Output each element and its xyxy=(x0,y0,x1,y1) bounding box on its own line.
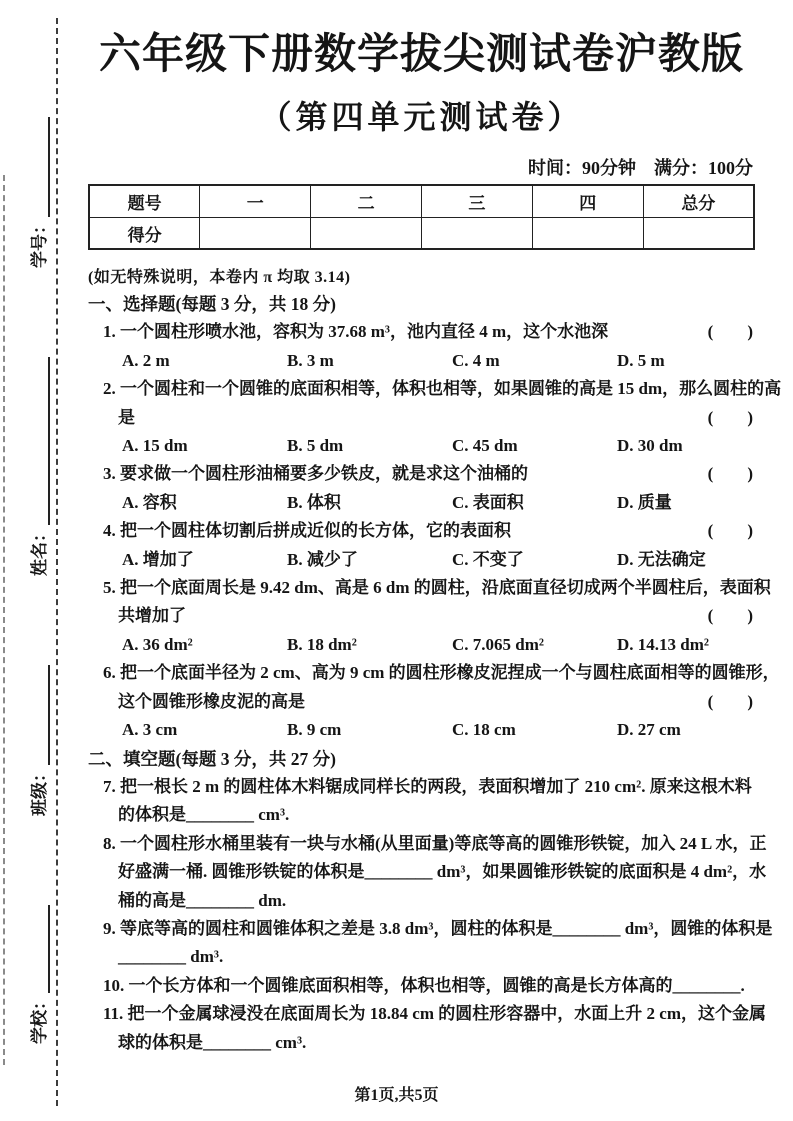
name-label: 姓名： xyxy=(30,525,49,576)
question-2-text: 2. 一个圆柱和一个圆锥的底面积相等，体积也相等，如果圆锥的高是 15 dm，那么圆柱的高 xyxy=(103,379,782,399)
option-a: A. 2 m xyxy=(122,350,170,370)
question-4-options xyxy=(122,546,755,574)
paper-edge-dashed-line xyxy=(3,175,5,1065)
question-8-text-cont: 桶的高是________ dm. xyxy=(118,890,287,910)
question-8 xyxy=(88,830,767,915)
school-field xyxy=(25,905,50,1044)
question-5-text: 5. 把一个底面周长是 9.42 dm、高是 6 dm 的圆柱，沿底面直径切成两个半圆柱后，表面积 xyxy=(103,578,771,598)
answer-bracket: ( ) xyxy=(707,606,753,626)
option-b: B. 3 m xyxy=(287,350,334,370)
section-1-title: 一、选择题(每题 3 分，共 18 分) xyxy=(88,294,336,314)
score-table-col-1: 一 xyxy=(200,185,311,218)
option-a: A. 15 dm xyxy=(122,436,188,456)
page-title: 六年级下册数学拔尖测试卷沪教版 xyxy=(98,32,744,78)
question-5 xyxy=(88,574,771,659)
option-c: C. 7.065 dm² xyxy=(452,634,544,654)
score-cell xyxy=(421,218,532,250)
option-d: D. 5 m xyxy=(617,350,665,370)
score-table-col-label: 题号 xyxy=(89,185,200,218)
score-table-score-row xyxy=(89,218,754,250)
score-table-col-3: 三 xyxy=(421,185,532,218)
question-10-text: 10. 一个长方体和一个圆锥底面积相等，体积也相等，圆锥的高是长方体高的________. xyxy=(103,975,745,995)
score-table-col-2: 二 xyxy=(311,185,422,218)
score-cell xyxy=(643,218,754,250)
option-b: B. 9 cm xyxy=(287,720,342,740)
answer-bracket: ( ) xyxy=(707,322,753,342)
student-id-field xyxy=(25,117,50,268)
page-subtitle: （第四单元测试卷） xyxy=(259,99,584,135)
question-11-text: 11. 把一个金属球浸没在底面周长为 18.84 cm 的圆柱形容器中，水面上升 2 cm，这个金属 xyxy=(103,1004,766,1024)
name-field xyxy=(25,357,50,576)
option-b: B. 5 dm xyxy=(287,436,344,456)
question-7 xyxy=(88,773,755,830)
question-4 xyxy=(88,517,755,574)
question-9-text: 9. 等底等高的圆柱和圆锥体积之差是 3.8 dm³，圆柱的体积是________ dm³，圆锥的体积是 xyxy=(103,918,773,938)
option-d: D. 质量 xyxy=(617,492,672,512)
question-11 xyxy=(88,1000,766,1057)
question-6-text: 6. 把一个底面半径为 2 cm、高为 9 cm 的圆柱形橡皮泥捏成一个与圆柱底面相等的圆锥形， xyxy=(103,663,780,683)
question-1 xyxy=(88,318,755,375)
question-7-text: 7. 把一根长 2 m 的圆柱体木料锯成同样长的两段，表面积增加了 210 cm². 原来这根木料 xyxy=(103,776,752,796)
score-table-col-4: 四 xyxy=(532,185,643,218)
option-a: A. 容积 xyxy=(122,492,177,512)
option-d: D. 无法确定 xyxy=(617,549,706,569)
question-11-text-cont: 球的体积是________ cm³. xyxy=(118,1032,307,1052)
option-c: C. 不变了 xyxy=(452,549,524,569)
option-a: A. 3 cm xyxy=(122,720,178,740)
question-7-text-cont: 的体积是________ cm³. xyxy=(118,805,290,825)
score-table-header-row xyxy=(89,185,754,218)
question-9 xyxy=(88,915,773,972)
option-b: B. 体积 xyxy=(287,492,341,512)
answer-bracket: ( ) xyxy=(707,464,753,484)
score-cell xyxy=(532,218,643,250)
option-a: A. 36 dm² xyxy=(122,634,193,654)
question-5-options xyxy=(122,631,755,659)
exam-time-score-info: 时间：90分钟 满分：100分 xyxy=(528,158,753,178)
school-label: 学校： xyxy=(30,993,49,1044)
option-d: D. 14.13 dm² xyxy=(617,634,709,654)
option-b: B. 减少了 xyxy=(287,549,358,569)
score-cell xyxy=(200,218,311,250)
option-d: D. 30 dm xyxy=(617,436,683,456)
score-table-col-total: 总分 xyxy=(643,185,754,218)
question-6 xyxy=(88,659,780,744)
binding-margin-fields xyxy=(8,62,50,1062)
class-label: 班级： xyxy=(30,765,49,816)
question-6-text-cont: 这个圆锥形橡皮泥的高是 xyxy=(118,691,305,711)
question-8-text: 8. 一个圆柱形水桶里装有一块与水桶(从里面量)等底等高的圆锥形铁锭，加入 24 L 水，正 xyxy=(103,833,767,853)
name-blank xyxy=(33,357,50,525)
question-1-text: 1. 一个圆柱形喷水池，容积为 37.68 m³，池内直径 4 m，这个水池深 xyxy=(103,322,609,342)
question-1-options xyxy=(122,347,755,375)
option-c: C. 4 m xyxy=(452,350,500,370)
option-c: C. 表面积 xyxy=(452,492,524,512)
page-number: 第1页,共5页 xyxy=(354,1087,439,1104)
question-3 xyxy=(88,460,755,517)
answer-bracket: ( ) xyxy=(707,691,753,711)
score-table xyxy=(88,184,755,250)
answer-bracket: ( ) xyxy=(707,407,753,427)
binding-dashed-line xyxy=(56,18,58,1106)
question-9-text-cont: ________ dm³. xyxy=(118,947,224,967)
question-10 xyxy=(88,972,755,1000)
question-3-options xyxy=(122,489,755,517)
question-3-text: 3. 要求做一个圆柱形油桶要多少铁皮，就是求这个油桶的 xyxy=(103,464,528,484)
option-c: C. 45 dm xyxy=(452,436,518,456)
student-id-label: 学号： xyxy=(30,217,49,268)
score-cell xyxy=(311,218,422,250)
question-5-text-cont: 共增加了 xyxy=(118,606,186,626)
section-2-title: 二、填空题(每题 3 分，共 27 分) xyxy=(88,748,336,769)
question-2 xyxy=(88,375,782,460)
score-row-label: 得分 xyxy=(89,218,200,250)
question-8-text-cont: 好盛满一桶. 圆锥形铁锭的体积是________ dm³，如果圆锥形铁锭的底面积是 4 dm²，水 xyxy=(118,862,767,882)
question-2-text-cont: 是 xyxy=(118,407,135,427)
school-blank xyxy=(33,905,50,993)
question-4-text: 4. 把一个圆柱体切割后拼成近似的长方体，它的表面积 xyxy=(103,521,511,541)
option-b: B. 18 dm² xyxy=(287,634,357,654)
option-a: A. 增加了 xyxy=(122,549,194,569)
class-field xyxy=(25,665,50,816)
student-id-blank xyxy=(33,117,50,217)
option-c: C. 18 cm xyxy=(452,720,516,740)
pi-note: (如无特殊说明，本卷内 π 均取 3.14) xyxy=(88,269,351,286)
test-paper xyxy=(88,0,782,1057)
question-6-options xyxy=(122,716,755,744)
question-2-options xyxy=(122,432,755,460)
answer-bracket: ( ) xyxy=(707,521,753,541)
option-d: D. 27 cm xyxy=(617,720,681,740)
class-blank xyxy=(33,665,50,765)
